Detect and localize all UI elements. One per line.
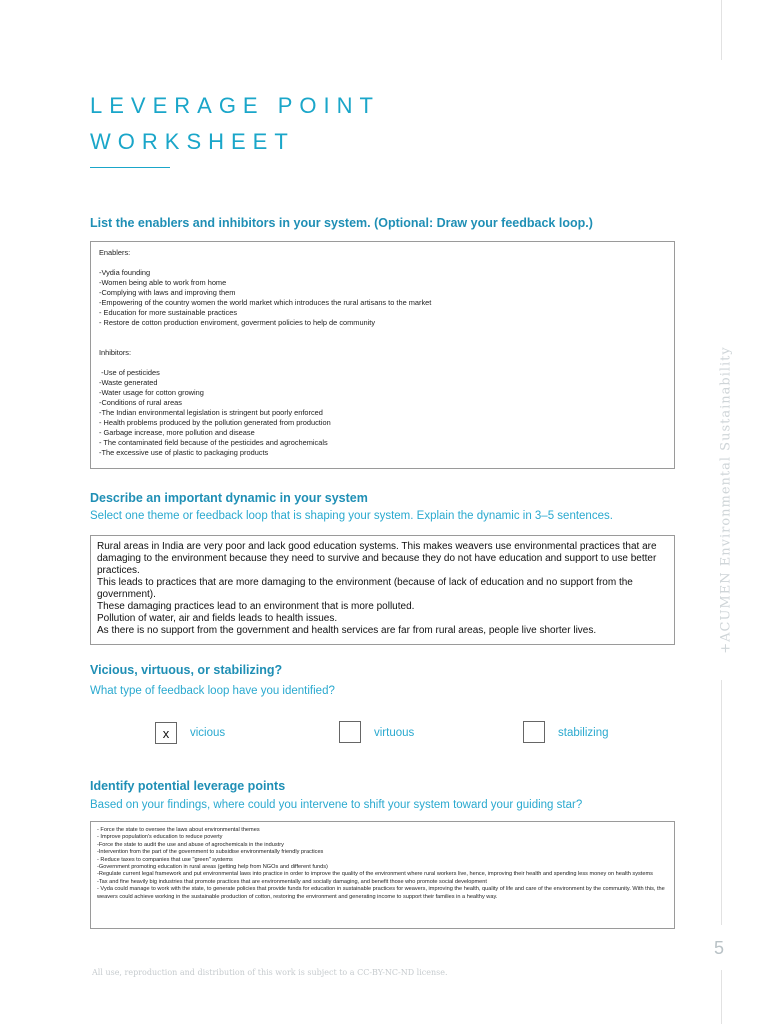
virtuous-checkbox[interactable] (339, 721, 361, 743)
loop-type-heading: Vicious, virtuous, or stabilizing? (90, 663, 283, 677)
stabilizing-checkbox[interactable] (523, 721, 545, 743)
leverage-points-subheading: Based on your findings, where could you intervene to shift your system toward your guiding star? (90, 799, 583, 811)
leverage-points-heading: Identify potential leverage points (90, 779, 286, 793)
page-number: 5 (714, 938, 725, 958)
title-line-1: LEVERAGE POINT (90, 93, 380, 118)
inhibitor-item: - The contaminated field because of the pesticides and agrochemicals (99, 438, 328, 447)
leverage-item: - Force the state to oversee the laws about environmental themes (97, 827, 260, 833)
dynamic-textbox[interactable] (90, 535, 675, 645)
inhibitors-list (99, 368, 666, 458)
title-divider (90, 167, 170, 168)
enabler-item: -Vydia founding (99, 268, 151, 277)
dynamic-paragraph: These damaging practices lead to an environment that is more polluted. (97, 601, 415, 612)
enablers-label: Enablers: (99, 248, 131, 257)
leverage-item: -Tax and fine heavily big industries that promote practices that are environmentally and socially damaging, and benefit those who promote social development (97, 878, 487, 885)
leverage-item: - Reduce taxes to companies that use "green" systems (97, 856, 233, 863)
sidebar-rule-top (721, 0, 722, 60)
inhibitors-label: Inhibitors: (99, 348, 132, 357)
enabler-item: - Education for more sustainable practices (99, 308, 238, 317)
leverage-points-textbox[interactable] (90, 821, 675, 929)
inhibitor-item: - Garbage increase, more pollution and disease (99, 428, 255, 437)
enabler-item: - Restore de cotton production enviroment, goverment policies to help de community (99, 318, 376, 327)
inhibitor-item: -Water usage for cotton growing (99, 388, 204, 397)
inhibitor-item: -Waste generated (99, 378, 158, 387)
inhibitor-item: -Use of pesticides (99, 368, 160, 377)
dynamic-paragraph: As there is no support from the government and health services are far from rural areas, people live shorter lives. (97, 625, 597, 636)
page-title (90, 88, 380, 160)
dynamic-paragraph: Pollution of water, air and fields leads to health issues. (97, 613, 338, 624)
enablers-list (99, 268, 666, 328)
sidebar-course-label: +ACUMEN Environmental Sustainability (718, 346, 734, 654)
license-footer: All use, reproduction and distribution of this work is subject to a CC-BY-NC-ND license. (92, 968, 448, 977)
virtuous-label: virtuous (374, 727, 415, 739)
loop-type-subheading: What type of feedback loop have you identified? (90, 685, 335, 697)
leverage-item: -Intervention from the part of the government to subsidise environmentally friendly practices (97, 849, 324, 856)
dynamic-paragraph: This leads to practices that are more damaging to the environment (because of lack of education and no support from the government). (97, 577, 633, 600)
enabler-item: -Women being able to work from home (99, 278, 227, 287)
dynamic-subheading: Select one theme or feedback loop that is shaping your system. Explain the dynamic in 3–5 sentences. (90, 510, 613, 522)
enabler-item: -Complying with laws and improving them (99, 288, 236, 297)
inhibitor-item: -Conditions of rural areas (99, 398, 182, 407)
leverage-item: -Government promoting education in rural areas (getting help from NGOs and different funds) (97, 864, 328, 871)
dynamic-paragraph: Rural areas in India are very poor and lack good education systems. This makes weavers use environmental practices that are damaging to the environment because they need to survive and because they do not have education and support to use better practices. (97, 541, 657, 576)
leverage-item: -Regulate current legal framework and put environmental laws into practice in order to improve the quality of the environment where rural workers live, hence, improving their health and spending less money on health systems (97, 871, 653, 878)
inhibitor-item: - Health problems produced by the pollution generated from production (99, 418, 331, 427)
leverage-item: - Vyda could manage to work with the state, to generate policies that provide funds for education in sustainable practices for weavers, improving the health, quality of life and care of the environment by the community. With this, the weavers could achieve working in the sustainable production of cotton, restoring the environment and generating income to support their families in a healthy way. (97, 886, 665, 900)
leverage-item: -Force the state to audit the use and abuse of agrochemicals in the industry (97, 841, 284, 848)
sidebar-rule-bottom (721, 970, 722, 1024)
enablers-inhibitors-heading: List the enablers and inhibitors in your system. (Optional: Draw your feedback loop.) (90, 216, 593, 230)
dynamic-heading: Describe an important dynamic in your system (90, 491, 368, 505)
enablers-inhibitors-textbox[interactable] (90, 241, 675, 469)
vicious-checkbox[interactable]: x (155, 722, 177, 744)
inhibitor-item: -The Indian environmental legislation is stringent but poorly enforced (99, 408, 323, 417)
leverage-item: - Improve population's education to reduce poverty (97, 834, 223, 841)
title-line-2: WORKSHEET (90, 129, 295, 154)
vicious-label: vicious (190, 727, 226, 739)
stabilizing-label: stabilizing (558, 727, 609, 739)
enabler-item: -Empowering of the country women the world market which introduces the rural artisans to the market (99, 298, 432, 307)
inhibitor-item: -The excessive use of plastic to packaging products (99, 448, 269, 457)
sidebar-rule-middle (721, 680, 722, 925)
